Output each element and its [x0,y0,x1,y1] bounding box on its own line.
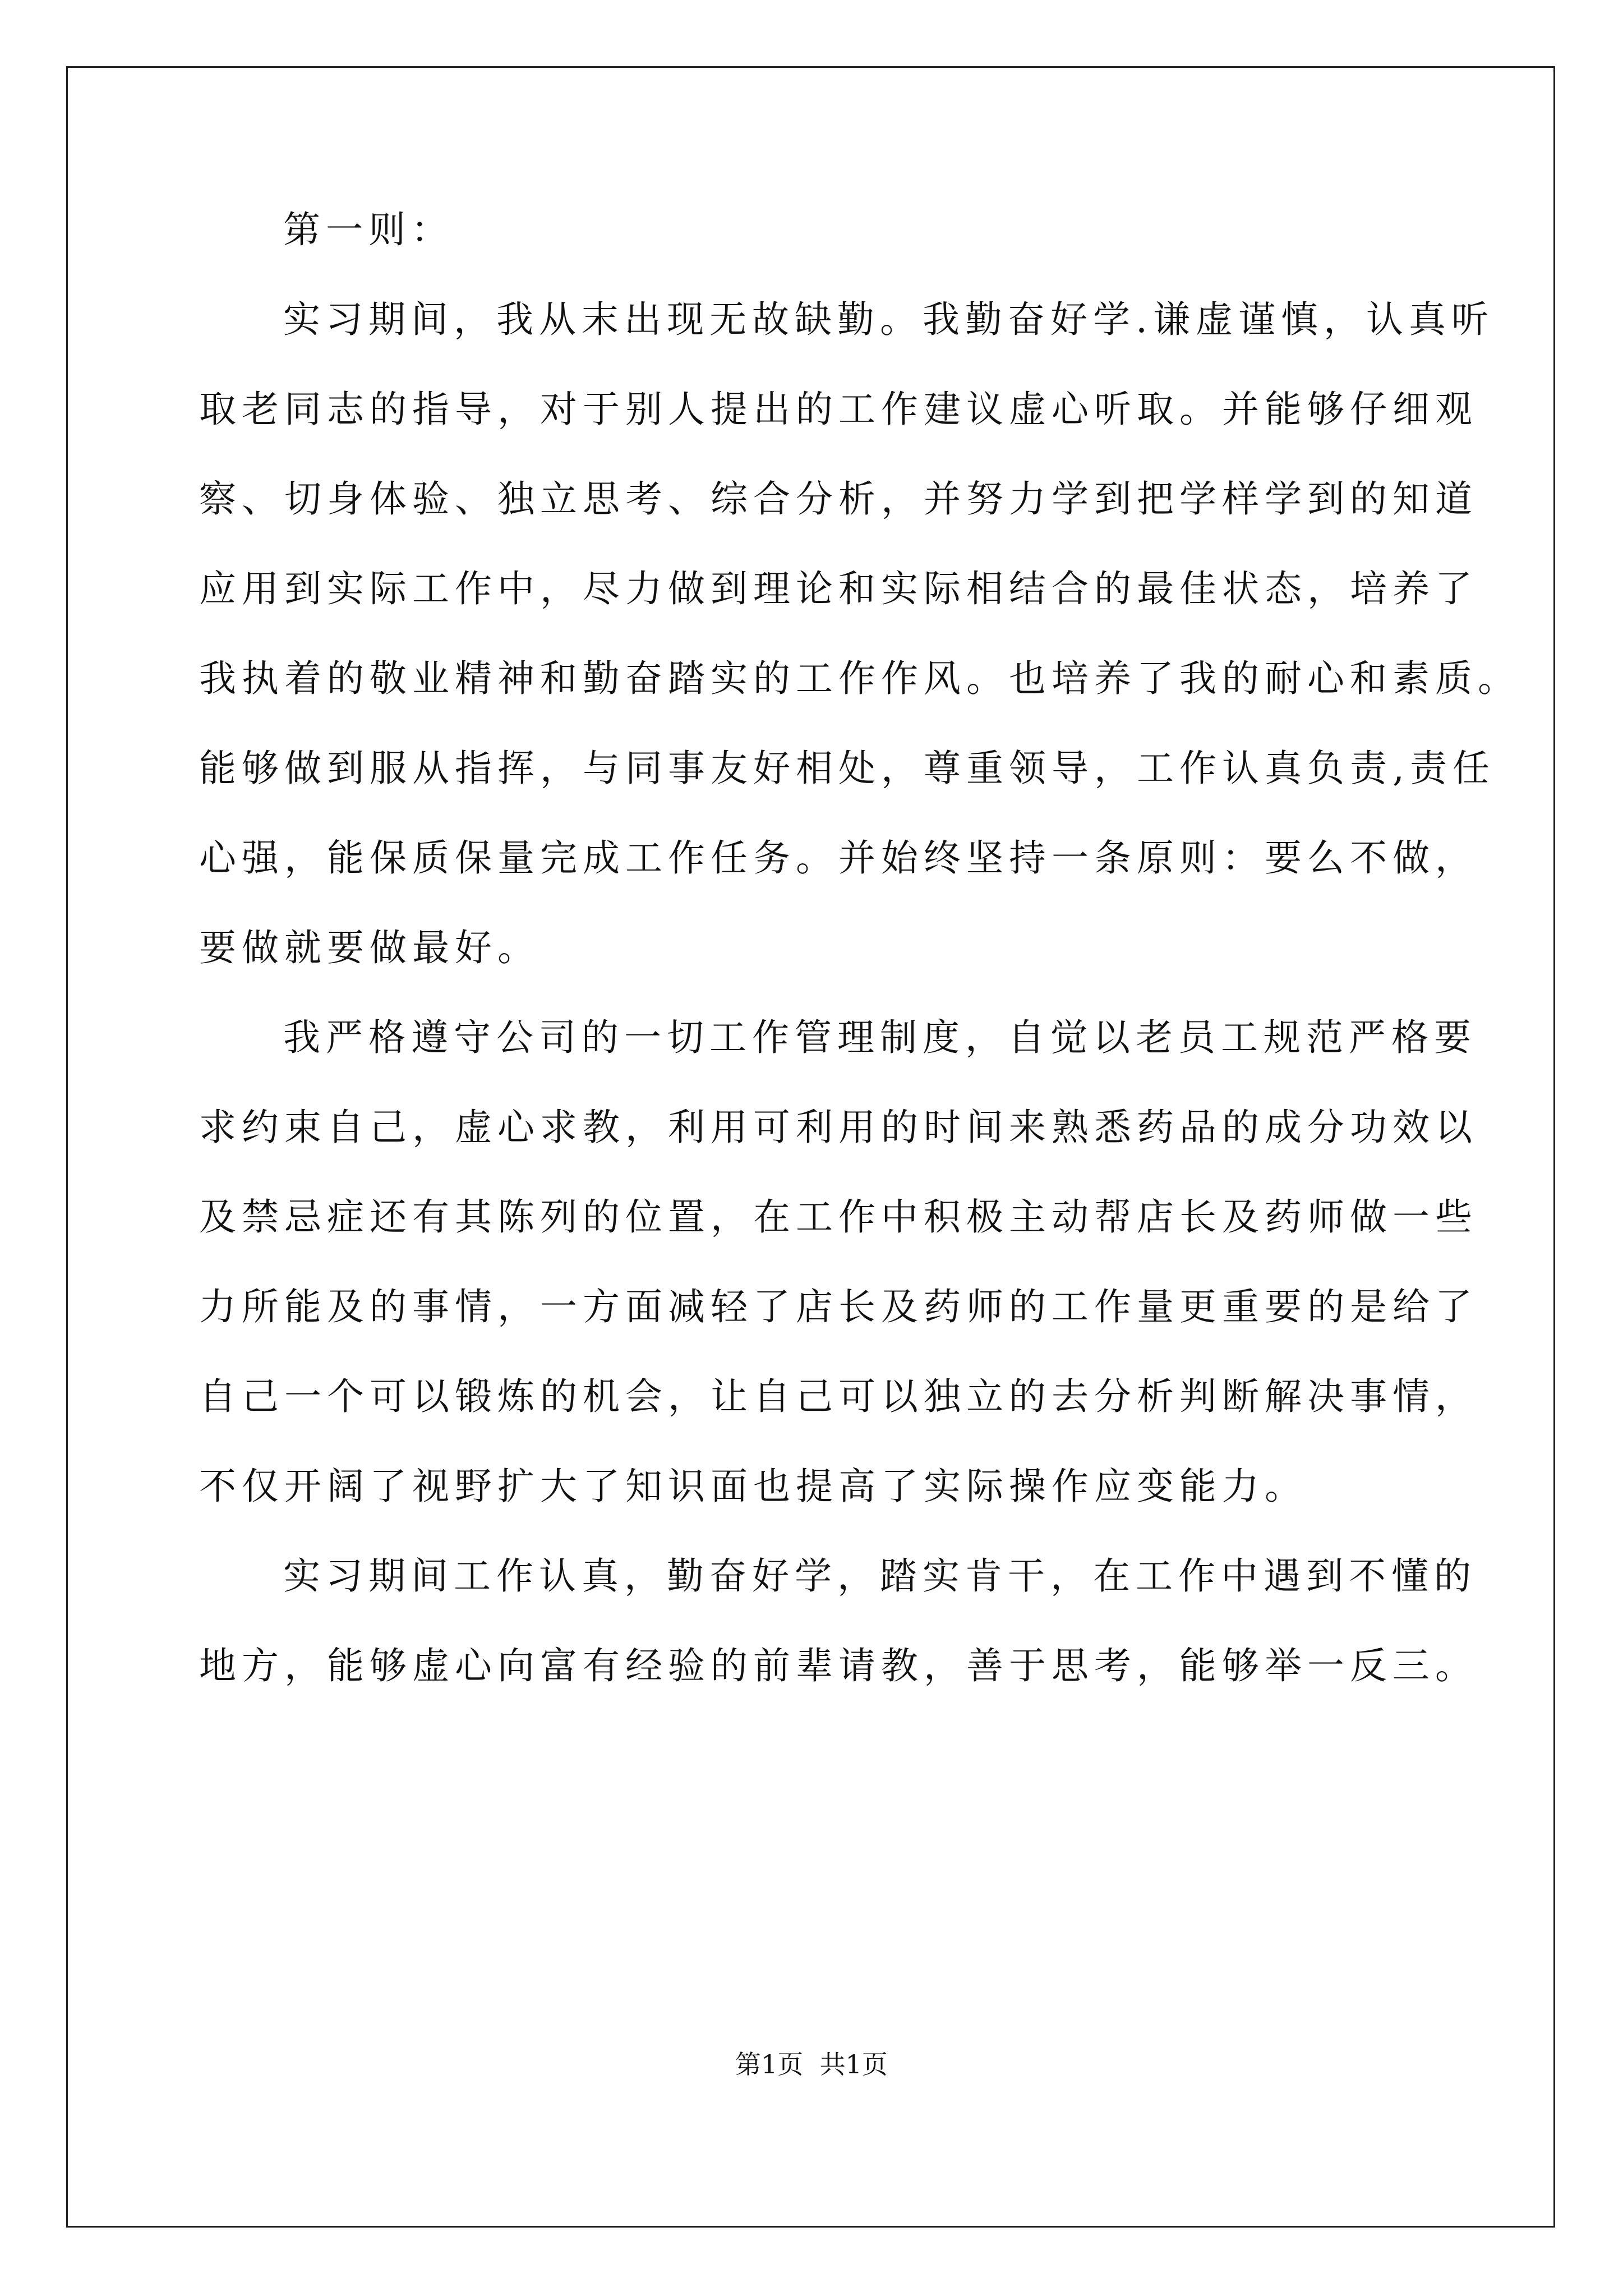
paragraph-2-line-5: 自己一个可以锻炼的机会，让自己可以独立的去分析判断解决事情， [199,1375,1478,1418]
paragraph-2-line-6: 不仅开阔了视野扩大了知识面也提高了实际操作应变能力。 [199,1465,1307,1508]
paragraph-1-line-2: 取老同志的指导，对于别人提出的工作建议虚心听取。并能够仔细观 [199,388,1478,431]
paragraph-2-line-4: 力所能及的事情，一方面减轻了店长及药师的工作量更重要的是给了 [199,1285,1478,1328]
paragraph-1-line-7: 心强，能保质保量完成工作任务。并始终坚持一条原则：要么不做， [199,836,1478,880]
page-footer: 第1页 共1页 [735,2049,888,2079]
paragraph-1-line-6: 能够做到服从指挥，与同事友好相处，尊重领导，工作认真负责,责任 [199,747,1495,790]
paragraph-1-line-4: 应用到实际工作中，尽力做到理论和实际相结合的最佳状态，培养了 [199,567,1478,610]
paragraph-2-line-1: 我严格遵守公司的一切工作管理制度，自觉以老员工规范严格要 [283,1016,1477,1059]
paragraph-3-line-1: 实习期间工作认真，勤奋好学，踏实肯干，在工作中遇到不懂的 [283,1554,1477,1598]
paragraph-1-line-5: 我执着的敬业精神和勤奋踏实的工作作风。也培养了我的耐心和素质。 [199,657,1520,700]
section-heading: 第一则： [283,208,454,251]
paragraph-1-line-1: 实习期间，我从末出现无故缺勤。我勤奋好学.谦虚谨慎，认真听 [283,298,1494,341]
paragraph-2-line-3: 及禁忌症还有其陈列的位置，在工作中积极主动帮店长及药师做一些 [199,1195,1478,1239]
paragraph-2-line-2: 求约束自己，虚心求教，利用可利用的时间来熟悉药品的成分功效以 [199,1106,1478,1149]
paragraph-3-line-2: 地方，能够虚心向富有经验的前辈请教，善于思考，能够举一反三。 [199,1644,1478,1687]
paragraph-1-line-3: 察、切身体验、独立思考、综合分析，并努力学到把学样学到的知道 [199,477,1478,521]
paragraph-1-line-8: 要做就要做最好。 [199,926,540,969]
